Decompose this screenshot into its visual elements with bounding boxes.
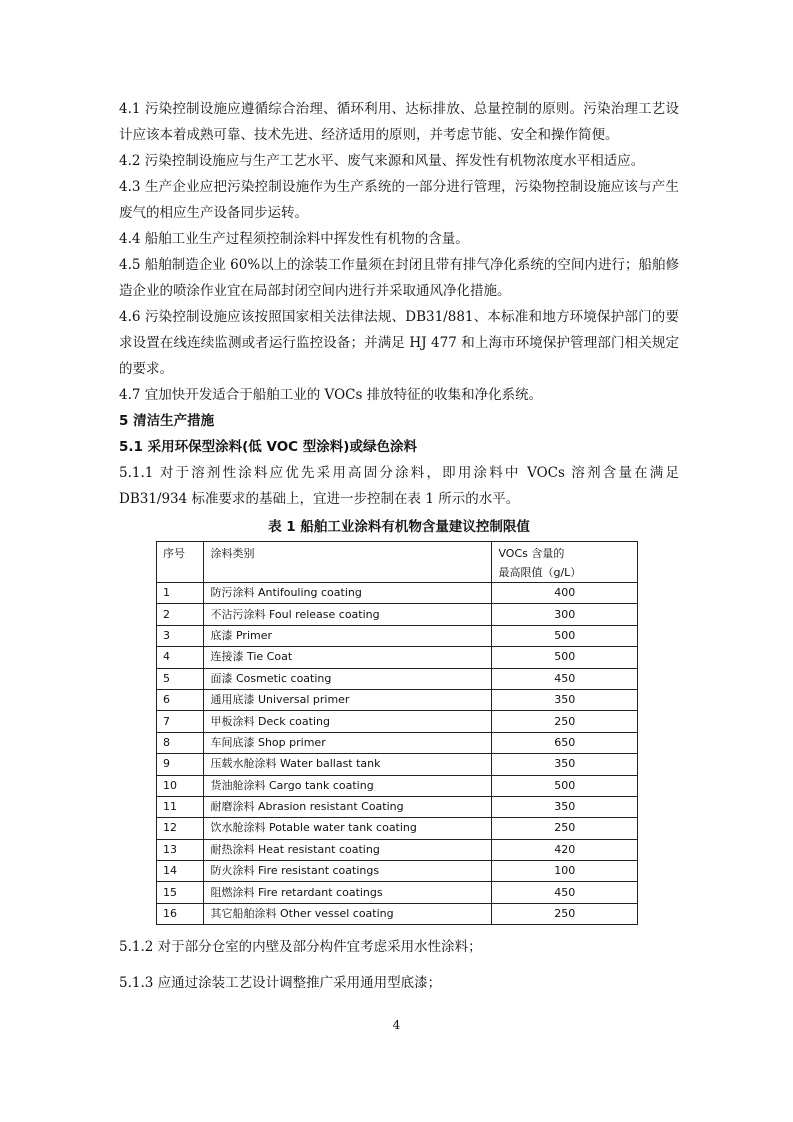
- cell-coating-type: 压载水舱涂料 Water ballast tank: [204, 754, 492, 775]
- header-voc-limit-line2: 最高限值（g/L）: [498, 566, 582, 579]
- cell-index: 1: [157, 583, 204, 604]
- table-row: [157, 647, 638, 668]
- cell-index: 8: [157, 732, 204, 753]
- table-row: [157, 668, 638, 689]
- table-row: [157, 689, 638, 710]
- table-row: [157, 818, 638, 839]
- paragraph-5-1-2: 5.1.2 对于部分仓室的内壁及部分构件宜考虑采用水性涂料；: [119, 939, 482, 955]
- cell-voc-limit: 250: [492, 903, 638, 924]
- paragraph-4-3: 4.3 生产企业应把污染控制设施作为生产系统的一部分进行管理，污染物控制设施应该与产生废气的相应生产设备同步运转。: [119, 179, 679, 221]
- table-title: 表 1 船舶工业涂料有机物含量建议控制限值: [268, 519, 530, 535]
- cell-voc-limit: 350: [492, 689, 638, 710]
- paragraph-4-4: 4.4 船舶工业生产过程须控制涂料中挥发性有机物的含量。: [119, 231, 469, 247]
- cell-coating-type: 耐磨涂料 Abrasion resistant Coating: [204, 796, 492, 817]
- paragraph-4-2: 4.2 污染控制设施应与生产工艺水平、废气来源和风量、挥发性有机物浓度水平相适应。: [119, 153, 645, 169]
- cell-coating-type: 防火涂料 Fire resistant coatings: [204, 861, 492, 882]
- cell-voc-limit: 420: [492, 839, 638, 860]
- header-voc-limit-line1: VOCs 含量的: [498, 547, 565, 560]
- cell-coating-type: 底漆 Primer: [204, 625, 492, 646]
- table-row: [157, 625, 638, 646]
- cell-voc-limit: 250: [492, 818, 638, 839]
- cell-coating-type: 不沾污涂料 Foul release coating: [204, 604, 492, 625]
- header-index: 序号: [157, 542, 204, 583]
- section-5-1-heading: 5.1 采用环保型涂料(低 VOC 型涂料)或绿色涂料: [119, 439, 417, 455]
- cell-index: 13: [157, 839, 204, 860]
- table-row: [157, 796, 638, 817]
- cell-voc-limit: 500: [492, 625, 638, 646]
- paragraph-4-6: 4.6 污染控制设施应该按照国家相关法律法规、DB31/881、本标准和地方环境保护部门的要求设置在线连续监测或者运行监控设备；并满足 HJ 477 和上海市环境保护管理部门相关规定的要求。: [119, 309, 679, 377]
- cell-coating-type: 货油舱涂料 Cargo tank coating: [204, 775, 492, 796]
- cell-index: 15: [157, 882, 204, 903]
- paragraph-4-5: 4.5 船舶制造企业 60%以上的涂装工作量须在封闭且带有排气净化系统的空间内进行；船舶修造企业的喷涂作业宜在局部封闭空间内进行并采取通风净化措施。: [119, 257, 679, 299]
- table-row: [157, 583, 638, 604]
- cell-index: 3: [157, 625, 204, 646]
- cell-voc-limit: 300: [492, 604, 638, 625]
- cell-index: 14: [157, 861, 204, 882]
- cell-voc-limit: 450: [492, 668, 638, 689]
- cell-index: 10: [157, 775, 204, 796]
- paragraph-5-1-3: 5.1.3 应通过涂装工艺设计调整推广采用通用型底漆；: [119, 975, 442, 991]
- paragraph-5-1-1: 5.1.1 对于溶剂性涂料应优先采用高固分涂料，即用涂料中 VOCs 溶剂含量在满足 DB31/934 标准要求的基础上，宜进一步控制在表 1 所示的水平。: [119, 465, 679, 507]
- cell-index: 2: [157, 604, 204, 625]
- paragraph-4-1: 4.1 污染控制设施应遵循综合治理、循环利用、达标排放、总量控制的原则。污染治理工艺设计应该本着成熟可靠、技术先进、经济适用的原则，并考虑节能、安全和操作简便。: [119, 101, 679, 143]
- cell-voc-limit: 350: [492, 796, 638, 817]
- cell-coating-type: 连接漆 Tie Coat: [204, 647, 492, 668]
- cell-index: 12: [157, 818, 204, 839]
- table-row: [157, 882, 638, 903]
- cell-voc-limit: 650: [492, 732, 638, 753]
- cell-index: 6: [157, 689, 204, 710]
- page-number: 4: [392, 1018, 401, 1032]
- cell-coating-type: 甲板涂料 Deck coating: [204, 711, 492, 732]
- cell-coating-type: 面漆 Cosmetic coating: [204, 668, 492, 689]
- voc-limit-table: [156, 541, 638, 925]
- cell-coating-type: 耐热涂料 Heat resistant coating: [204, 839, 492, 860]
- table-row: [157, 711, 638, 732]
- table-row: [157, 861, 638, 882]
- section-5-heading: 5 清洁生产措施: [119, 413, 215, 429]
- paragraph-4-7: 4.7 宜加快开发适合于船舶工业的 VOCs 排放特征的收集和净化系统。: [119, 387, 543, 403]
- cell-voc-limit: 100: [492, 861, 638, 882]
- cell-index: 9: [157, 754, 204, 775]
- cell-voc-limit: 350: [492, 754, 638, 775]
- cell-voc-limit: 250: [492, 711, 638, 732]
- table-body: [157, 583, 638, 925]
- table-row: [157, 732, 638, 753]
- table-row: [157, 903, 638, 924]
- cell-coating-type: 车间底漆 Shop primer: [204, 732, 492, 753]
- table-row: [157, 754, 638, 775]
- cell-voc-limit: 500: [492, 647, 638, 668]
- cell-index: 7: [157, 711, 204, 732]
- table-row: [157, 604, 638, 625]
- cell-coating-type: 其它船舶涂料 Other vessel coating: [204, 903, 492, 924]
- cell-coating-type: 通用底漆 Universal primer: [204, 689, 492, 710]
- cell-index: 5: [157, 668, 204, 689]
- cell-coating-type: 饮水舱涂料 Potable water tank coating: [204, 818, 492, 839]
- table-row: [157, 839, 638, 860]
- cell-voc-limit: 450: [492, 882, 638, 903]
- header-voc-limit: [492, 542, 638, 583]
- cell-index: 11: [157, 796, 204, 817]
- header-coating-type: 涂料类别: [204, 542, 492, 583]
- cell-voc-limit: 500: [492, 775, 638, 796]
- cell-voc-limit: 400: [492, 583, 638, 604]
- body-text: [119, 96, 679, 540]
- cell-coating-type: 阻燃涂料 Fire retardant coatings: [204, 882, 492, 903]
- cell-index: 16: [157, 903, 204, 924]
- table-row: [157, 775, 638, 796]
- table-header-row: [157, 542, 638, 583]
- cell-index: 4: [157, 647, 204, 668]
- cell-coating-type: 防污涂料 Antifouling coating: [204, 583, 492, 604]
